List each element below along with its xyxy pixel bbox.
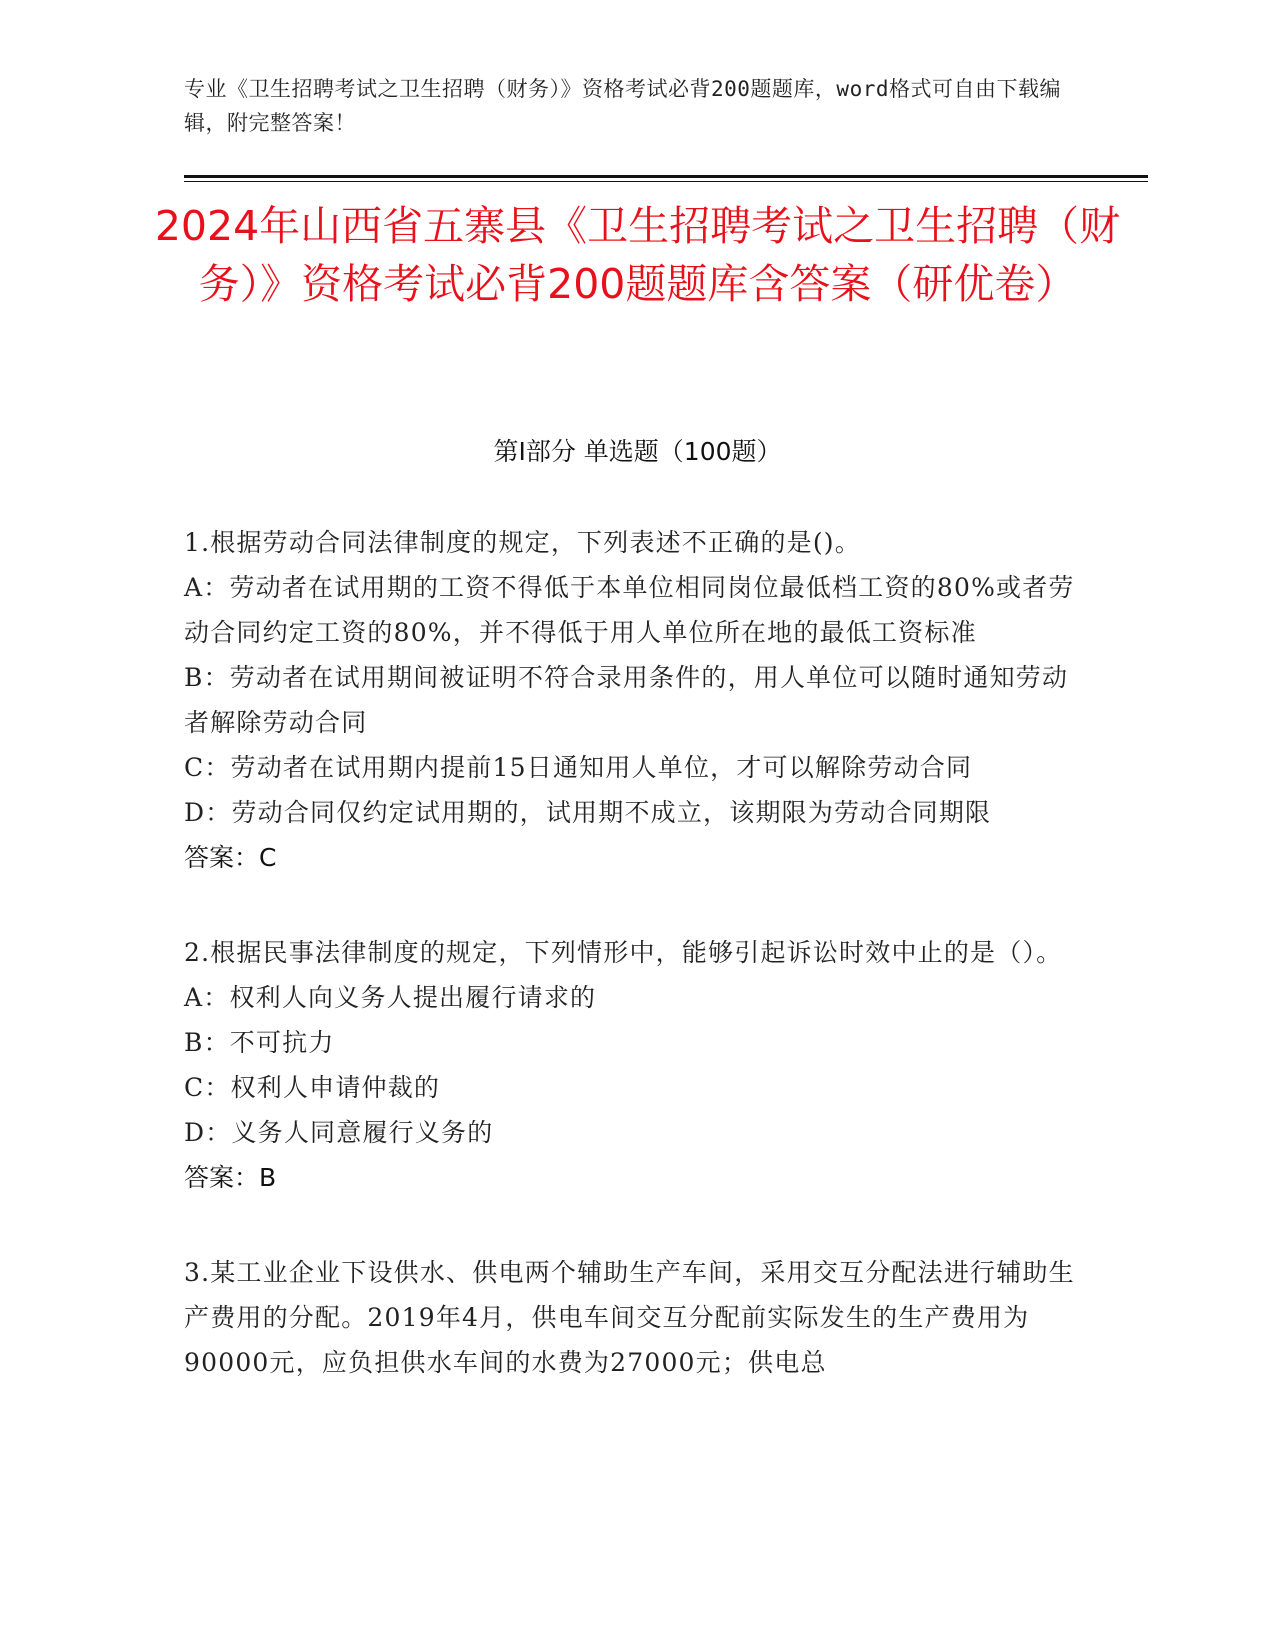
option-c: C：劳动者在试用期内提前15日通知用人单位，才可以解除劳动合同: [184, 753, 973, 782]
question-stem: 1.根据劳动合同法律制度的规定，下列表述不正确的是()。: [184, 528, 861, 557]
answer-line: 答案：B: [184, 1163, 277, 1192]
question-stem: 3.某工业企业下设供水、供电两个辅助生产车间，采用交互分配法进行辅助生产费用的分配。2019年4月，供电车间交互分配前实际发生的生产费用为90000元，应负担供水车间的水费为27000元；供电总: [184, 1258, 1075, 1377]
section-title: 第I部分 单选题（100题）: [493, 437, 782, 466]
question-2: [184, 930, 1084, 1200]
answer-line: 答案：C: [184, 843, 277, 872]
question-1: [184, 520, 1084, 880]
question-3: [184, 1250, 1084, 1385]
question-list: [184, 520, 1084, 1435]
header-note: 专业《卫生招聘考试之卫生招聘（财务）》资格考试必背200题题库，word格式可自由下载编辑，附完整答案！: [184, 77, 1061, 135]
option-d: D：义务人同意履行义务的: [184, 1118, 494, 1147]
option-c: C：权利人申请仲裁的: [184, 1073, 441, 1102]
option-a: A：权利人向义务人提出履行请求的: [184, 983, 597, 1012]
option-b: B：劳动者在试用期间被证明不符合录用条件的，用人单位可以随时通知劳动者解除劳动合同: [184, 663, 1069, 737]
question-stem: 2.根据民事法律制度的规定，下列情形中，能够引起诉讼时效中止的是（）。: [184, 938, 1063, 967]
option-d: D：劳动合同仅约定试用期的，试用期不成立，该期限为劳动合同期限: [184, 798, 992, 827]
document-title: 2024年山西省五寨县《卫生招聘考试之卫生招聘（财务）》资格考试必背200题题库含答案（研优卷）: [154, 202, 1121, 308]
option-b: B：不可抗力: [184, 1028, 335, 1057]
header-divider-thin: [184, 181, 1148, 182]
header-divider-thick: [184, 175, 1148, 178]
option-a: A：劳动者在试用期的工资不得低于本单位相同岗位最低档工资的80%或者劳动合同约定工资的80%，并不得低于用人单位所在地的最低工资标准: [184, 573, 1075, 647]
